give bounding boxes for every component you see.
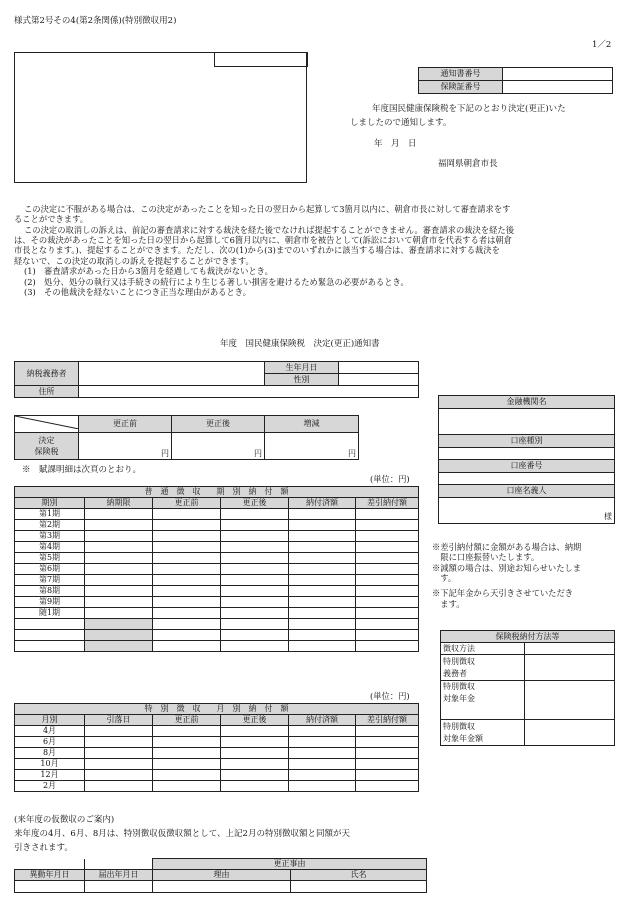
appeal-line: ることができます。 xyxy=(14,214,89,225)
notice-no-label: 通知書番号 xyxy=(419,68,503,81)
period-label: 10月 xyxy=(15,759,85,770)
col-header: 理由 xyxy=(153,870,291,881)
normal-collection-table xyxy=(14,486,419,652)
table-cell xyxy=(356,531,419,542)
pm-value xyxy=(525,720,615,746)
col-header: 更正後 xyxy=(221,498,289,509)
col-header: 氏名 xyxy=(291,870,427,881)
pm-label-line: 対象年金 xyxy=(443,694,475,703)
table-cell xyxy=(153,564,221,575)
col-header: 差引納付額 xyxy=(356,715,419,726)
table-row xyxy=(15,597,419,608)
table-cell xyxy=(153,630,221,641)
appeal-line: 経ないで、この決定の取消しの訴えを提起することができます。 xyxy=(14,255,254,266)
header-after: 更正後 xyxy=(172,416,265,433)
table-cell xyxy=(85,586,153,597)
sex-label: 性別 xyxy=(265,374,339,386)
table-cell xyxy=(221,630,289,641)
decided-tax-label xyxy=(15,433,79,460)
appeal-item: (1) 審査請求があった日から3箇月を経過しても裁決がないとき。 xyxy=(24,266,273,277)
table-cell xyxy=(289,748,356,759)
pm-value xyxy=(525,655,615,681)
table-cell xyxy=(221,748,289,759)
intro-text-1: 年度国民健康保険税を下記のとおり決定(更正)いた xyxy=(372,104,566,114)
table-row xyxy=(15,726,419,737)
diagonal-line xyxy=(15,416,79,429)
table-row xyxy=(15,553,419,564)
table-cell xyxy=(356,630,419,641)
table-row xyxy=(15,781,419,792)
note-line: 限に口座振替いたします。 xyxy=(432,552,540,563)
reason-cell xyxy=(153,881,291,893)
table-cell xyxy=(289,619,356,630)
notice-number-table xyxy=(418,67,613,94)
pm-label-line: 特別徴収 xyxy=(443,721,475,731)
appeal-item: (2) 処分、処分の執行又は手続きの続行により生じる著しい損害を避けるため緊急の必要があるとき。 xyxy=(24,276,409,287)
table-cell xyxy=(85,641,153,652)
table-cell xyxy=(85,509,153,520)
period-label: 6月 xyxy=(15,737,85,748)
notice-no-value xyxy=(503,68,613,81)
account-number-value xyxy=(439,473,615,485)
address-label: 住所 xyxy=(15,386,79,398)
table-cell xyxy=(221,586,289,597)
period-label: 第1期 xyxy=(15,509,85,520)
table-cell xyxy=(221,509,289,520)
table-cell xyxy=(153,586,221,597)
amount-after: 円 xyxy=(172,433,265,460)
page-number: 1／2 xyxy=(592,40,612,50)
table-row xyxy=(15,520,419,531)
table-cell xyxy=(356,608,419,619)
notice-title: 年度 国民健康保険税 決定(更正)通知書 xyxy=(220,339,380,349)
table-cell xyxy=(153,509,221,520)
table-cell xyxy=(85,748,153,759)
col-header: 更正前 xyxy=(153,715,221,726)
period-label: 第5期 xyxy=(15,553,85,564)
table-cell xyxy=(221,531,289,542)
period-label: 第8期 xyxy=(15,586,85,597)
col-header: 異動年月日 xyxy=(15,870,85,881)
period-label: 2月 xyxy=(15,781,85,792)
note-line: ※下記年金から天引きさせていただき xyxy=(432,588,574,599)
table-cell xyxy=(221,542,289,553)
table-cell xyxy=(289,597,356,608)
table-cell xyxy=(153,770,221,781)
unit-label-2: (単位：円) xyxy=(370,691,410,701)
table-row xyxy=(15,737,419,748)
table-cell xyxy=(289,608,356,619)
period-label: 12月 xyxy=(15,770,85,781)
table-cell xyxy=(356,509,419,520)
table-cell xyxy=(356,520,419,531)
period-label: 第6期 xyxy=(15,564,85,575)
table-cell xyxy=(153,542,221,553)
table-cell xyxy=(85,564,153,575)
table-cell xyxy=(356,564,419,575)
table-cell xyxy=(356,575,419,586)
taxpayer-value xyxy=(79,362,265,386)
table-cell xyxy=(153,641,221,652)
appeal-line: は、その裁決があったことを知った日の翌日から起算して6箇月以内に、朝倉市を被告として(訴訟において朝倉市を代表する者は朝倉 xyxy=(14,235,512,246)
table-cell xyxy=(289,509,356,520)
reason-cell xyxy=(85,881,153,893)
insurance-no-label: 保険証番号 xyxy=(419,81,503,94)
table-cell xyxy=(356,542,419,553)
table-cell xyxy=(153,608,221,619)
table-cell xyxy=(153,575,221,586)
note-line: す。 xyxy=(432,573,457,584)
col-header: 月別 xyxy=(15,715,85,726)
table-cell xyxy=(85,531,153,542)
table-cell xyxy=(85,608,153,619)
table-row xyxy=(15,575,419,586)
appeal-line: この決定の取消しの訴えは、前記の審査請求に対する裁決を経た後でなければ提起することができません。審査請求の裁決を経た後 xyxy=(24,224,515,235)
col-header: 引落日 xyxy=(85,715,153,726)
table-cell xyxy=(153,759,221,770)
table-cell xyxy=(221,770,289,781)
table-cell xyxy=(289,641,356,652)
table-cell xyxy=(85,619,153,630)
detail-note: ※ 賦課明細は次頁のとおり。 xyxy=(22,465,142,475)
period-label: 第3期 xyxy=(15,531,85,542)
pm-label xyxy=(441,681,525,720)
table-cell xyxy=(356,770,419,781)
table-cell xyxy=(85,726,153,737)
table-row xyxy=(15,608,419,619)
payment-method-title: 保険税納付方法等 xyxy=(441,631,615,643)
reason-cell xyxy=(15,881,85,893)
table-row xyxy=(15,759,419,770)
col-header: 納期限 xyxy=(85,498,153,509)
table-cell xyxy=(289,781,356,792)
table-cell xyxy=(221,553,289,564)
table-cell xyxy=(153,737,221,748)
next-year-text-2: 引きされます。 xyxy=(14,843,73,853)
sex-value xyxy=(339,374,419,386)
taxpayer-label: 納税義務者 xyxy=(15,362,79,386)
account-holder-value: 様 xyxy=(439,498,615,524)
col-header: 納付済額 xyxy=(289,498,356,509)
table-cell xyxy=(221,781,289,792)
table-row xyxy=(15,586,419,597)
table-cell xyxy=(153,520,221,531)
payment-method-table xyxy=(440,630,615,746)
table-cell xyxy=(85,553,153,564)
decided-tax-table xyxy=(14,415,359,460)
table-row xyxy=(15,509,419,520)
table-row xyxy=(15,630,419,641)
insurance-no-value xyxy=(503,81,613,94)
table-cell xyxy=(289,564,356,575)
reason-table xyxy=(14,858,427,893)
table-cell xyxy=(289,759,356,770)
table-cell xyxy=(289,542,356,553)
appeal-notice xyxy=(14,204,619,297)
table-row xyxy=(15,619,419,630)
table-cell xyxy=(356,619,419,630)
next-year-text-1: 来年度の4月、6月、8月は、特別徴収仮徴収額として、上記2月の特別徴収額と同額が天 xyxy=(14,829,350,839)
period-label: 第4期 xyxy=(15,542,85,553)
table-cell xyxy=(221,520,289,531)
note-line: ※差引納付額に金額がある場合は、納期 xyxy=(432,542,582,552)
table-cell xyxy=(221,564,289,575)
appeal-item: (3) その他裁決を経ないことにつき正当な理由があるとき。 xyxy=(24,286,251,297)
table-row xyxy=(15,641,419,652)
intro-text-2: しましたので通知します。 xyxy=(350,118,452,128)
pm-value xyxy=(525,643,615,655)
table-row xyxy=(15,564,419,575)
amount-before: 円 xyxy=(79,433,172,460)
table-cell xyxy=(356,737,419,748)
birth-value xyxy=(339,362,419,374)
pm-label-line: 対象年金額 xyxy=(443,733,483,743)
account-number-label: 口座番号 xyxy=(439,460,615,473)
table-cell xyxy=(221,641,289,652)
address-window-tab xyxy=(214,52,308,67)
table-cell xyxy=(221,608,289,619)
col-header: 納付済額 xyxy=(289,715,356,726)
decided-label-line: 保険税 xyxy=(34,447,59,456)
normal-banner: 普 通 徴 収 期 別 納 付 額 xyxy=(15,487,419,498)
pm-label-line: 義務者 xyxy=(443,668,467,678)
table-cell xyxy=(85,520,153,531)
table-cell xyxy=(153,553,221,564)
table-cell xyxy=(153,781,221,792)
table-cell xyxy=(356,759,419,770)
table-cell xyxy=(289,531,356,542)
bank-table xyxy=(438,395,615,524)
col-header: 更正前 xyxy=(153,498,221,509)
table-cell xyxy=(85,770,153,781)
period-label: 第7期 xyxy=(15,575,85,586)
appeal-line: この決定に不服がある場合は、この決定があったことを知った日の翌日から起算して3箇月以内に、朝倉市長に対して審査請求をす xyxy=(24,204,511,214)
table-cell xyxy=(85,737,153,748)
table-cell xyxy=(289,726,356,737)
table-cell xyxy=(289,553,356,564)
col-header: 期別 xyxy=(15,498,85,509)
table-cell xyxy=(85,575,153,586)
pm-label: 徴収方法 xyxy=(441,643,525,655)
reason-title: 更正事由 xyxy=(153,859,427,870)
period-label xyxy=(15,630,85,641)
table-cell xyxy=(153,748,221,759)
table-cell xyxy=(356,553,419,564)
account-type-label: 口座種別 xyxy=(439,435,615,448)
table-row xyxy=(15,770,419,781)
account-type-value xyxy=(439,448,615,460)
table-cell xyxy=(356,748,419,759)
table-cell xyxy=(289,630,356,641)
table-cell xyxy=(289,737,356,748)
appeal-line: 市長となります。)、提起することができます。ただし、次の(1)から(3)までのいずれかに該当する場合は、審査請求に対する裁決を xyxy=(14,245,500,256)
table-row xyxy=(15,748,419,759)
issuer: 福岡県朝倉市長 xyxy=(438,159,498,169)
table-cell xyxy=(356,781,419,792)
account-holder-label: 口座名義人 xyxy=(439,485,615,498)
birth-label: 生年月日 xyxy=(265,362,339,374)
table-cell xyxy=(153,531,221,542)
notice-date: 年 月 日 xyxy=(374,139,417,149)
table-cell xyxy=(221,597,289,608)
note-line: ます。 xyxy=(432,598,465,609)
period-label: 随1期 xyxy=(15,608,85,619)
table-cell xyxy=(356,597,419,608)
table-cell xyxy=(356,641,419,652)
table-cell xyxy=(289,520,356,531)
bank-notes xyxy=(432,542,581,609)
col-header: 差引納付額 xyxy=(356,498,419,509)
special-collection-table xyxy=(14,703,419,792)
table-cell xyxy=(153,619,221,630)
table-cell xyxy=(289,586,356,597)
table-cell xyxy=(85,630,153,641)
special-banner: 特 別 徴 収 月 別 納 付 額 xyxy=(15,704,419,715)
table-cell xyxy=(85,597,153,608)
period-label: 4月 xyxy=(15,726,85,737)
pm-label-line: 特別徴収 xyxy=(443,656,475,666)
pm-label-line: 特別徴収 xyxy=(443,682,475,691)
table-cell xyxy=(85,542,153,553)
header-before: 更正前 xyxy=(79,416,172,433)
pm-label xyxy=(441,720,525,746)
period-label: 第2期 xyxy=(15,520,85,531)
table-row xyxy=(15,531,419,542)
next-year-title: (来年度の仮徴収のご案内) xyxy=(14,815,115,825)
table-cell xyxy=(221,726,289,737)
table-cell xyxy=(289,770,356,781)
note-line: ※減額の場合は、別途お知らせいたしま xyxy=(432,562,582,573)
address-window xyxy=(14,52,307,183)
table-cell xyxy=(85,781,153,792)
bank-name-label: 金融機関名 xyxy=(439,396,615,409)
table-cell xyxy=(221,619,289,630)
amount-diff: 円 xyxy=(265,433,359,460)
period-label xyxy=(15,641,85,652)
table-cell xyxy=(221,737,289,748)
table-cell xyxy=(221,759,289,770)
period-label xyxy=(15,619,85,630)
pm-label xyxy=(441,655,525,681)
table-cell xyxy=(85,759,153,770)
col-header: 更正後 xyxy=(221,715,289,726)
table-cell xyxy=(153,597,221,608)
col-header: 届出年月日 xyxy=(85,870,153,881)
decided-label-line: 決定 xyxy=(38,436,55,445)
table-cell xyxy=(356,726,419,737)
bank-name-value xyxy=(439,409,615,435)
table-cell xyxy=(289,575,356,586)
table-cell xyxy=(221,575,289,586)
period-label: 8月 xyxy=(15,748,85,759)
unit-label-1: (単位：円) xyxy=(370,474,410,484)
address-value xyxy=(79,386,419,398)
pm-value xyxy=(525,681,615,720)
diagonal-cell xyxy=(15,416,79,433)
period-label: 第9期 xyxy=(15,597,85,608)
table-cell xyxy=(153,726,221,737)
form-title: 様式第2号その4(第2条関係)(特別徴収用2) xyxy=(14,16,177,26)
taxpayer-table xyxy=(14,361,419,398)
header-diff: 増減 xyxy=(265,416,359,433)
reason-cell xyxy=(291,881,427,893)
table-row xyxy=(15,542,419,553)
table-cell xyxy=(356,586,419,597)
